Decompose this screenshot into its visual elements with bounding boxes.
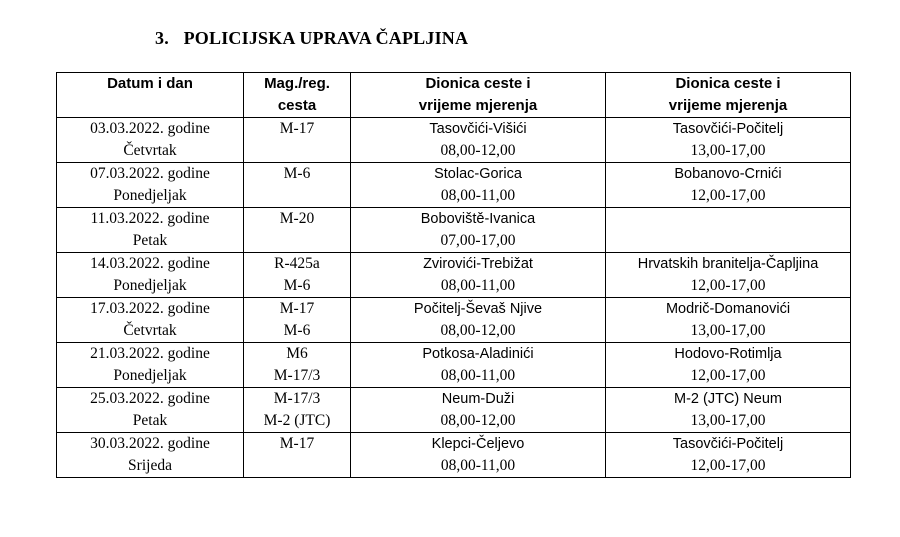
- section-2-cell-line: 13,00-17,00: [690, 142, 766, 159]
- table-row: [57, 433, 851, 478]
- date-cell-line: Četvrtak: [123, 322, 177, 339]
- section-1-cell-line: 08,00-11,00: [440, 277, 516, 294]
- date-cell: [57, 208, 244, 253]
- measurement-schedule-table: [56, 72, 851, 478]
- section-1-cell: [351, 388, 606, 433]
- date-cell-line: 17.03.2022. godine: [90, 300, 210, 317]
- road-cell: [244, 433, 351, 478]
- table-row: [57, 118, 851, 163]
- section-1-cell-line: Zvirovići-Trebižat: [423, 256, 533, 272]
- date-cell: [57, 343, 244, 388]
- header-date: Datum i dan: [57, 73, 244, 118]
- section-1-cell: [351, 208, 606, 253]
- section-2-cell-line: Bobanovo-Crnići: [674, 166, 782, 182]
- section-1-cell-line: 08,00-11,00: [440, 367, 516, 384]
- section-1-cell-line: Stolac-Gorica: [434, 166, 522, 182]
- table-row: [57, 163, 851, 208]
- section-1-cell: [351, 163, 606, 208]
- section-2-cell: [606, 208, 851, 253]
- section-2-cell-line: 12,00-17,00: [690, 187, 766, 204]
- road-cell-line: M-6: [283, 322, 311, 339]
- road-cell-line: [246, 185, 348, 207]
- section-2-cell-line: 12,00-17,00: [690, 457, 766, 474]
- section-1-cell: [351, 118, 606, 163]
- section-2-cell-line: Hrvatskih branitelja-Čapljina: [637, 256, 819, 272]
- section-2-cell: [606, 253, 851, 298]
- road-cell-line: M-17: [279, 300, 315, 317]
- road-cell-line: [246, 230, 348, 252]
- date-cell-line: 11.03.2022. godine: [90, 210, 210, 227]
- section-2-cell: [606, 388, 851, 433]
- section-number: 3.: [155, 28, 169, 48]
- section-title: POLICIJSKA UPRAVA ČAPLJINA: [183, 28, 469, 48]
- date-cell-line: 07.03.2022. godine: [90, 165, 210, 182]
- section-1-cell-line: Klepci-Čeljevo: [431, 436, 525, 452]
- road-cell: [244, 343, 351, 388]
- road-cell: [244, 208, 351, 253]
- section-2-cell: [606, 433, 851, 478]
- date-cell-line: Ponedjeljak: [113, 277, 187, 294]
- section-1-cell-line: 08,00-12,00: [440, 142, 516, 159]
- date-cell-line: Srijeda: [128, 457, 172, 474]
- section-1-cell: [351, 298, 606, 343]
- date-cell-line: 25.03.2022. godine: [90, 390, 210, 407]
- road-cell-line: M-6: [283, 277, 311, 294]
- table-row: [57, 343, 851, 388]
- section-2-cell-line: 12,00-17,00: [690, 277, 766, 294]
- section-1-cell-line: Tasovčići-Višići: [429, 121, 527, 137]
- road-cell: [244, 118, 351, 163]
- date-cell-line: Ponedjeljak: [113, 367, 187, 384]
- date-cell-line: Petak: [132, 412, 168, 429]
- table-row: [57, 388, 851, 433]
- section-1-cell-line: Počitelj-Ševaš Njive: [413, 301, 543, 317]
- road-cell-line: M-2 (JTC): [263, 412, 331, 429]
- road-cell-line: R-425a: [274, 255, 320, 272]
- header-road: Mag./reg. cesta: [244, 73, 351, 118]
- section-2-cell-line: Hodovo-Rotimlja: [674, 346, 782, 362]
- road-cell-line: M-20: [279, 210, 315, 227]
- date-cell: [57, 433, 244, 478]
- table-row: [57, 298, 851, 343]
- date-cell: [57, 298, 244, 343]
- table-row: [57, 208, 851, 253]
- date-cell-line: Četvrtak: [123, 142, 177, 159]
- road-cell-line: [246, 140, 348, 162]
- date-cell-line: 30.03.2022. godine: [90, 435, 210, 452]
- section-1-cell: [351, 343, 606, 388]
- date-cell-line: 14.03.2022. godine: [90, 255, 210, 272]
- road-cell: [244, 298, 351, 343]
- section-1-cell-line: 08,00-12,00: [440, 322, 516, 339]
- section-2-cell-line: Tasovčići-Počitelj: [672, 436, 784, 452]
- road-cell-line: M-6: [283, 165, 311, 182]
- date-cell-line: Ponedjeljak: [113, 187, 187, 204]
- section-2-cell-line: Tasovčići-Počitelj: [672, 121, 784, 137]
- section-2-cell: [606, 343, 851, 388]
- section-1-cell-line: 08,00-12,00: [440, 412, 516, 429]
- road-cell-line: M6: [286, 345, 308, 362]
- road-cell-line: M-17/3: [273, 390, 321, 407]
- section-1-cell-line: 08,00-11,00: [440, 187, 516, 204]
- date-cell: [57, 253, 244, 298]
- section-1-cell-line: Neum-Duži: [441, 391, 515, 407]
- header-section-2: Dionica ceste i vrijeme mjerenja: [606, 73, 851, 118]
- date-cell: [57, 163, 244, 208]
- road-cell: [244, 253, 351, 298]
- table-header-row: [57, 73, 851, 118]
- road-cell-line: M-17: [279, 120, 315, 137]
- section-2-cell-line: Modrič-Domanovići: [665, 301, 791, 317]
- header-section-1: Dionica ceste i vrijeme mjerenja: [351, 73, 606, 118]
- section-1-cell: [351, 253, 606, 298]
- section-2-cell-line: 13,00-17,00: [690, 412, 766, 429]
- section-2-cell-line: M-2 (JTC) Neum: [674, 391, 782, 407]
- section-2-cell-line: 13,00-17,00: [690, 322, 766, 339]
- road-cell: [244, 388, 351, 433]
- section-1-cell-line: 07,00-17,00: [440, 232, 516, 249]
- road-cell-line: [246, 455, 348, 477]
- road-cell: [244, 163, 351, 208]
- section-2-cell-line: 12,00-17,00: [690, 367, 766, 384]
- date-cell-line: 03.03.2022. godine: [90, 120, 210, 137]
- table-row: [57, 253, 851, 298]
- section-2-cell: [606, 163, 851, 208]
- section-heading: [155, 28, 468, 49]
- section-2-cell-line: [608, 230, 848, 252]
- section-1-cell: [351, 433, 606, 478]
- section-1-cell-line: Potkosa-Aladinići: [422, 346, 534, 362]
- section-2-cell: [606, 118, 851, 163]
- date-cell: [57, 388, 244, 433]
- road-cell-line: M-17/3: [273, 367, 321, 384]
- section-2-cell: [606, 298, 851, 343]
- section-1-cell-line: Boboviště-Ivanica: [420, 211, 536, 227]
- road-cell-line: M-17: [279, 435, 315, 452]
- date-cell-line: Petak: [132, 232, 168, 249]
- section-1-cell-line: 08,00-11,00: [440, 457, 516, 474]
- date-cell-line: 21.03.2022. godine: [90, 345, 210, 362]
- date-cell: [57, 118, 244, 163]
- section-2-cell-line: [608, 208, 848, 230]
